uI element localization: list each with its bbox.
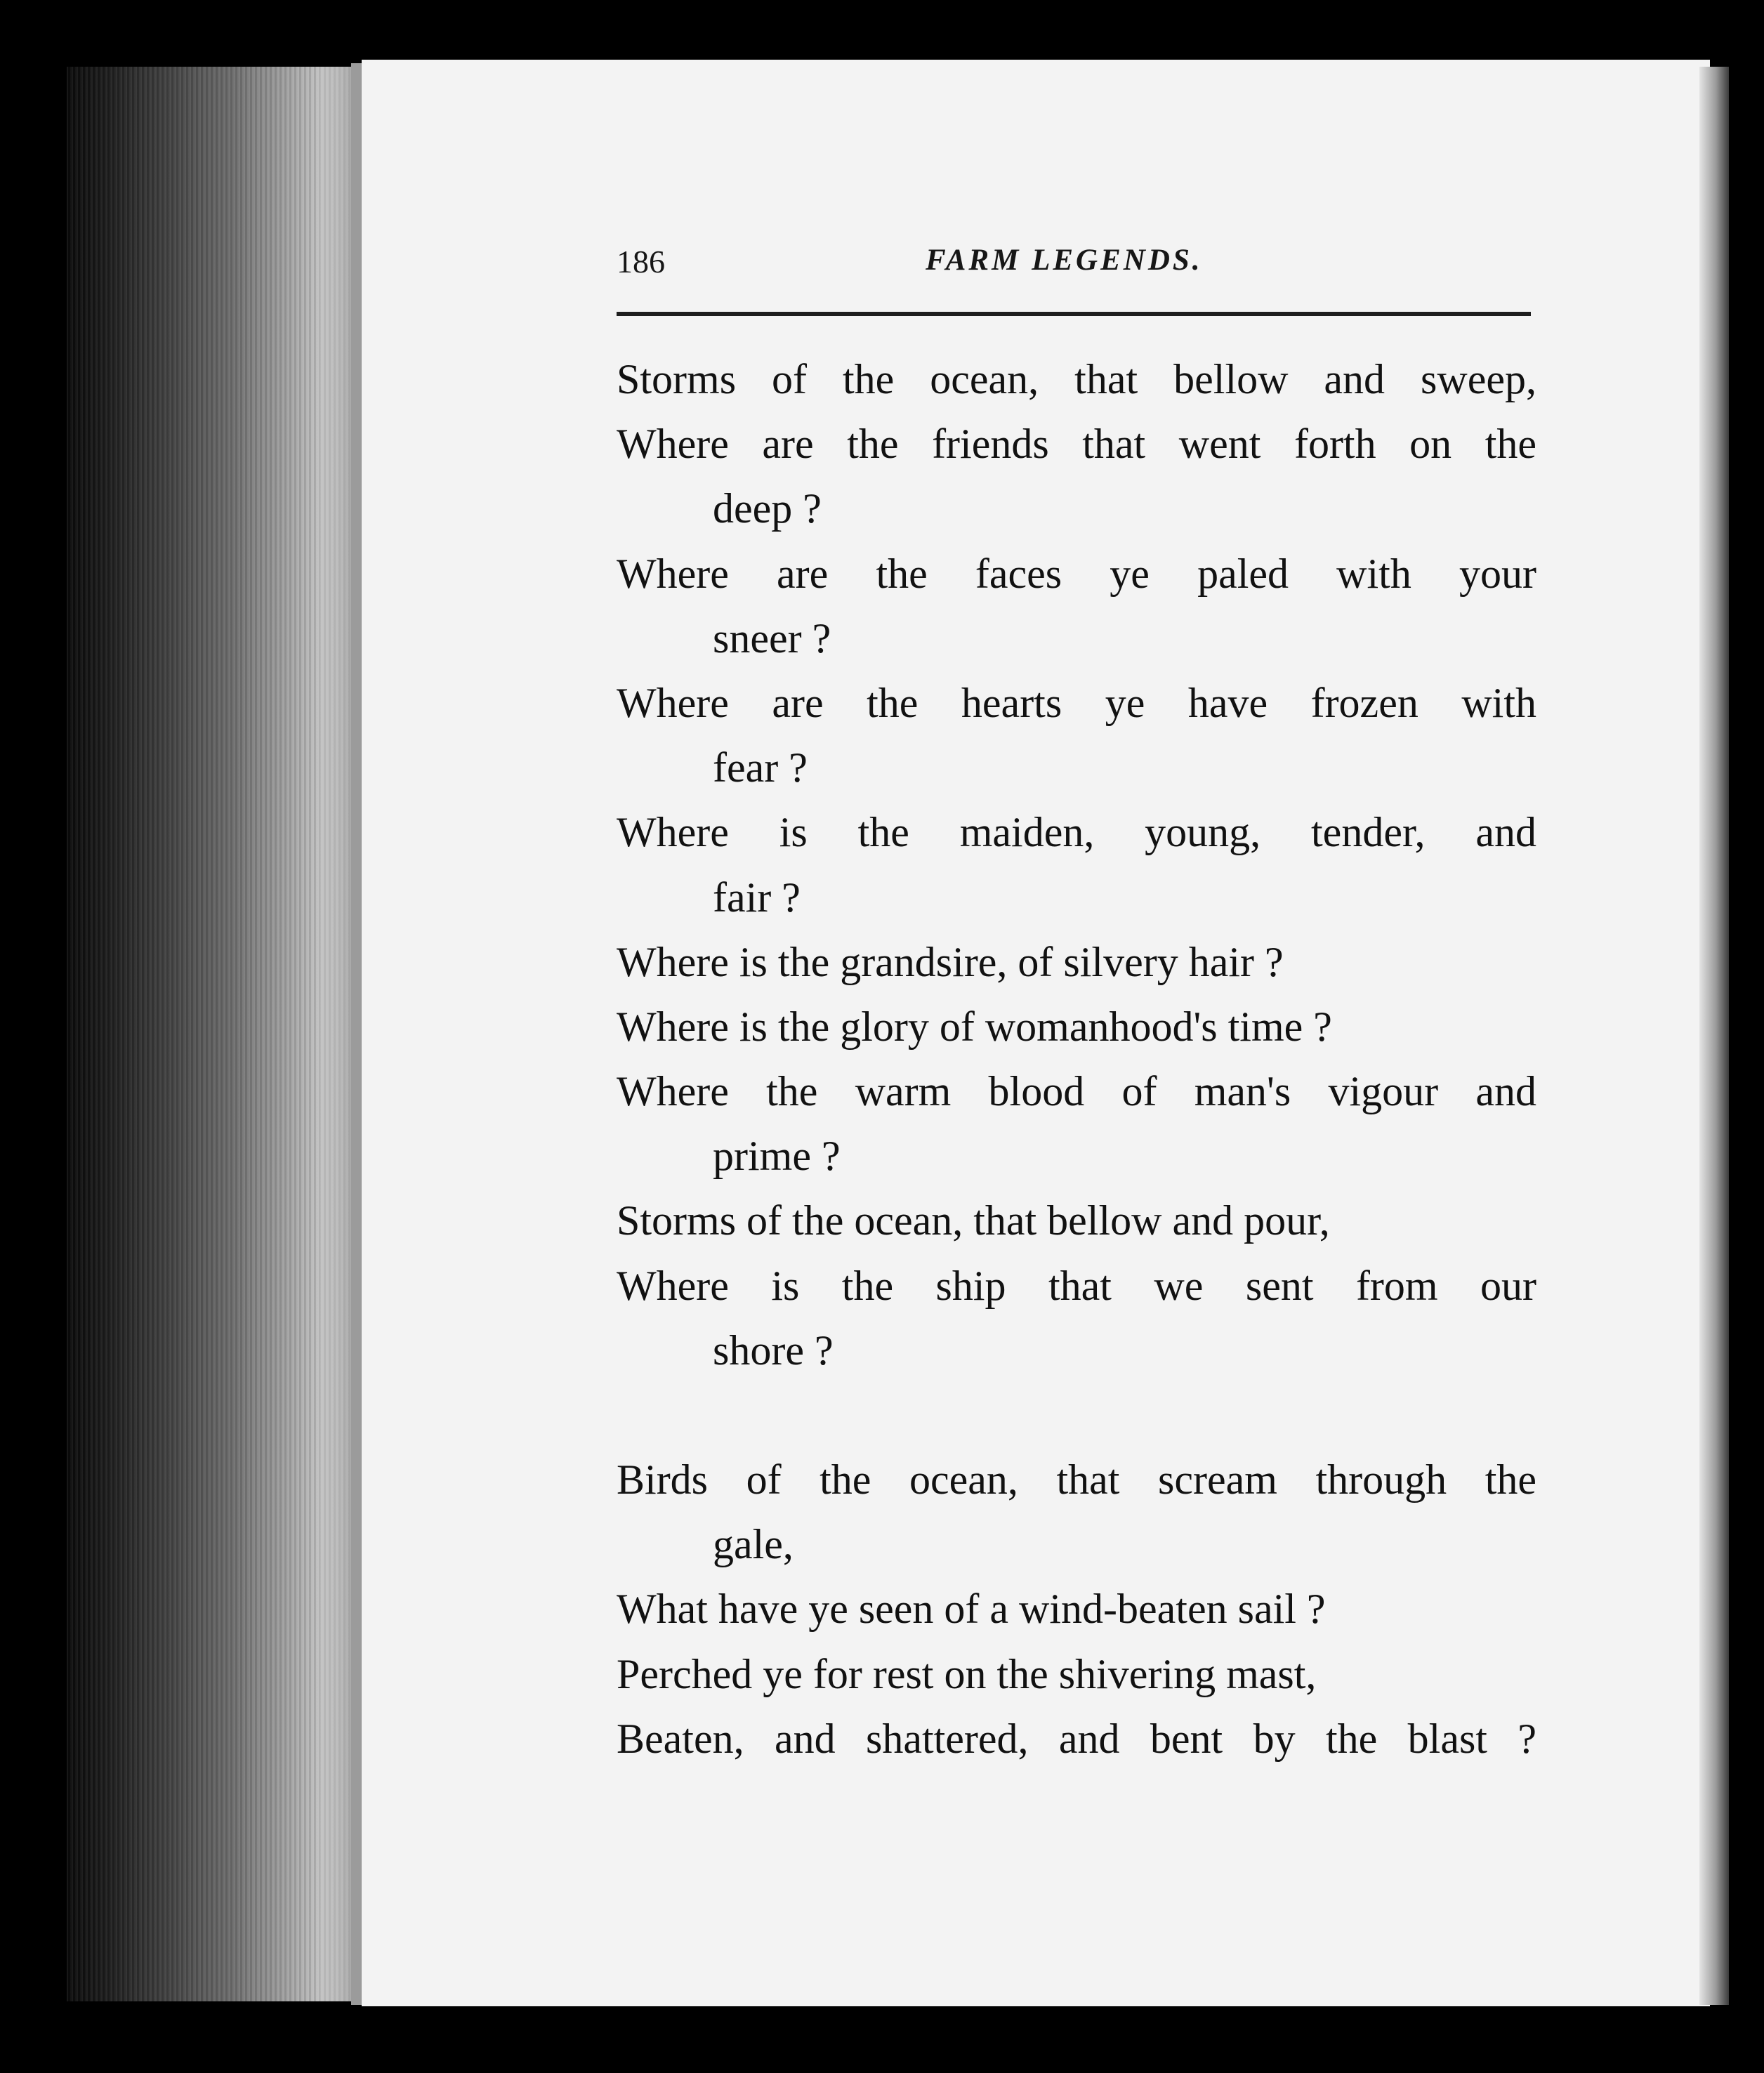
poem-line: Storms of the ocean, that bellow and sweep, [617, 356, 1536, 402]
page-edge-shadow [320, 67, 353, 2001]
poem-line: deep ? [713, 485, 822, 532]
poem-line: shore ? [713, 1327, 834, 1374]
page-right-edge [1699, 67, 1729, 2005]
poem-line: Where are the friends that went forth on the [617, 421, 1536, 468]
poem-line: Where is the ship that we sent from our [617, 1262, 1536, 1309]
poem-line: Birds of the ocean, that scream through the [617, 1456, 1536, 1503]
poem-text [617, 347, 1536, 1771]
poem-line: fair ? [713, 874, 801, 921]
poem-line: Where is the maiden, young, tender, and [617, 809, 1536, 856]
poem-line: sneer ? [713, 614, 831, 662]
poem-line: What have ye seen of a wind-beaten sail ? [617, 1586, 1326, 1633]
poem-line: Where are the hearts ye have frozen with [617, 679, 1536, 726]
poem-line: Where is the glory of womanhood's time ? [617, 1003, 1332, 1050]
poem-line: Storms of the ocean, that bellow and pour, [617, 1197, 1330, 1244]
poem-line: Where the warm blood of man's vigour and [617, 1068, 1536, 1115]
poem-line: Beaten, and shattered, and bent by the blast ? [617, 1715, 1536, 1762]
stanza-1 [617, 347, 1536, 1383]
poem-line: gale, [713, 1521, 794, 1568]
poem-line: Where is the grandsire, of silvery hair ? [617, 938, 1284, 985]
poem-line: Perched ye for rest on the shivering mast, [617, 1650, 1317, 1697]
poem-line: fear ? [713, 744, 808, 791]
poem-line: Where are the faces ye paled with your [617, 550, 1536, 597]
stanza-2 [617, 1447, 1536, 1771]
stanza-break [617, 1383, 1536, 1447]
running-head [617, 243, 1531, 299]
running-title: FARM LEGENDS. [926, 244, 1203, 277]
poem-line: prime ? [713, 1133, 841, 1180]
page-number: 186 [617, 244, 665, 279]
header-rule [617, 312, 1531, 316]
